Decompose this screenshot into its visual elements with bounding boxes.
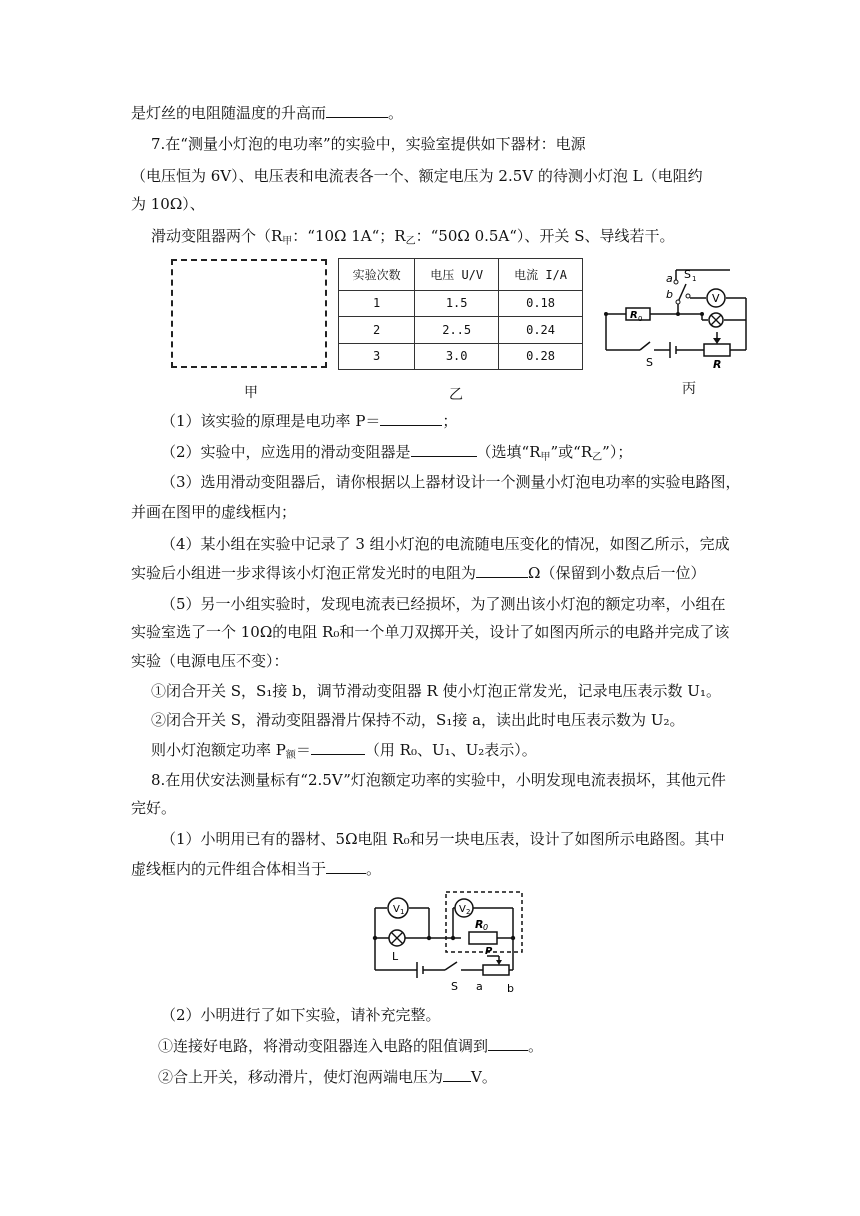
text: 虚线框内的元件组合体相当于 xyxy=(131,860,327,878)
terminal-b-label: b xyxy=(507,982,514,994)
answer-blank[interactable] xyxy=(311,739,365,755)
header-current: 电流 I/A xyxy=(499,259,583,291)
subscript: 甲 xyxy=(540,452,551,463)
text: ； xyxy=(442,412,458,430)
text: ①连接好电路，将滑动变阻器连入电路的阻值调到 xyxy=(158,1037,489,1055)
v1-label: V xyxy=(393,904,400,915)
rheostat xyxy=(483,965,509,975)
text: 实验后小组进一步求得该小灯泡正常发光时的电阻为 xyxy=(131,564,477,582)
figure-jia-drawing-box[interactable] xyxy=(171,259,327,368)
q7-part-5-step-3 xyxy=(151,739,537,766)
q7-part-5-line-3: 实验（电源电压不变）： xyxy=(131,652,289,670)
text: 滑动变阻器两个（R xyxy=(151,227,283,245)
figure-bing-caption: 丙 xyxy=(682,381,696,397)
cell: 0.24 xyxy=(499,317,583,343)
text: V。 xyxy=(471,1068,497,1086)
v1-subscript: 1 xyxy=(400,908,405,916)
text: ：“10Ω 1A“；R xyxy=(292,227,406,245)
r0-resistor xyxy=(469,932,497,944)
terminal-a-label: a xyxy=(476,980,483,993)
q7-part-3-line-2: 并画在图甲的虚线框内； xyxy=(131,503,297,521)
text: 。 xyxy=(366,860,382,878)
answer-blank[interactable] xyxy=(488,1035,528,1051)
q7-part-5-line-2: 实验室选了一个 10Ω的电阻 R₀和一个单刀双掷开关，设计了如图丙所示的电路并完成了该 xyxy=(131,623,730,641)
subscript: 额 xyxy=(285,750,296,761)
q7-part-1 xyxy=(161,410,457,431)
q7-stem-line-3: 为 10Ω）、 xyxy=(131,195,205,213)
r0-label: R xyxy=(475,918,484,931)
text: （1）该实验的原理是电功率 P＝ xyxy=(161,412,381,430)
answer-blank[interactable] xyxy=(380,410,442,426)
cell: 0.28 xyxy=(499,343,583,369)
answer-blank[interactable] xyxy=(326,858,366,874)
slider-label: P xyxy=(485,946,493,957)
q7-stem-line-1: 7.在“测量小灯泡的电功率”的实验中，实验室提供如下器材：电源 xyxy=(151,135,586,153)
q7-part-3-line-1: （3）选用滑动变阻器后，请你根据以上器材设计一个测量小灯泡电功率的实验电路图， xyxy=(161,473,741,491)
s-label: S xyxy=(646,356,653,369)
s-switch-blade xyxy=(445,962,457,970)
switch-label: S xyxy=(451,980,458,993)
text: 。 xyxy=(388,104,404,122)
s1-subscript: 1 xyxy=(692,275,697,283)
v2-subscript: 2 xyxy=(466,908,471,916)
figure-bing-circuit xyxy=(600,262,760,392)
q7-part-5-step-1: ①闭合开关 S，S₁接 b，调节滑动变阻器 R 使小灯泡正常发光，记录电压表示数 U₁。 xyxy=(151,682,721,700)
answer-blank[interactable] xyxy=(476,562,528,578)
cell: 2..5 xyxy=(415,317,499,343)
header-trial: 实验次数 xyxy=(339,259,415,291)
cell: 1.5 xyxy=(415,290,499,316)
text: （用 R₀、U₁、U₂表示）。 xyxy=(364,741,537,759)
q7-stem-line-4 xyxy=(151,226,674,252)
text: 是灯丝的电阻随温度的升高而 xyxy=(131,104,327,122)
rheostat-label: R xyxy=(713,358,722,371)
r0-label: R xyxy=(630,310,638,321)
terminal-b-label: b xyxy=(666,288,673,301)
answer-blank[interactable] xyxy=(326,102,388,118)
s1-switch-blade xyxy=(678,284,686,302)
figure-jia-caption: 甲 xyxy=(244,385,258,401)
q8-stem-line-1: 8.在用伏安法测量标有“2.5V”灯泡额定功率的实验中，小明发现电流表损坏，其他元件 xyxy=(151,771,726,789)
subscript: 乙 xyxy=(592,452,603,463)
figure-yi-table xyxy=(338,258,583,370)
q8-part-1-line-1: （1）小明用已有的器材、5Ω电阻 R₀和另一块电压表，设计了如图所示电路图。其中 xyxy=(161,830,725,848)
lamp-label: L xyxy=(392,950,399,963)
q8-part-1-line-2 xyxy=(131,858,381,879)
q8-circuit xyxy=(365,888,525,994)
cell: 2 xyxy=(339,317,415,343)
table-row xyxy=(339,317,583,343)
text: （选填“R xyxy=(476,443,541,461)
cell: 3.0 xyxy=(415,343,499,369)
text: （2）实验中，应选用的滑动变阻器是 xyxy=(161,443,411,461)
r0-subscript: 0 xyxy=(638,315,643,323)
text: ：“50Ω 0.5A“）、开关 S、导线若干。 xyxy=(415,227,675,245)
q7-part-4-line-2 xyxy=(131,562,705,583)
voltmeter-label: V xyxy=(712,292,720,305)
prev-question-tail xyxy=(131,102,403,123)
q8-stem-line-2: 完好。 xyxy=(131,799,177,817)
subscript: 乙 xyxy=(405,236,416,247)
subscript: 甲 xyxy=(282,236,293,247)
v2-label: V xyxy=(459,904,466,915)
r0-subscript: 0 xyxy=(483,923,489,932)
q8-step-1 xyxy=(158,1035,543,1056)
q8-step-2 xyxy=(158,1066,497,1087)
text: ＝ xyxy=(295,741,311,759)
text: ”）； xyxy=(602,443,633,461)
table-row xyxy=(339,343,583,369)
text: 。 xyxy=(528,1037,544,1055)
figure-yi-caption: 乙 xyxy=(449,387,463,403)
text: ”或“R xyxy=(550,443,593,461)
q7-part-2 xyxy=(161,441,632,468)
table-header-row xyxy=(339,259,583,291)
text: Ω（保留到小数点后一位） xyxy=(528,564,706,582)
rheostat-slider-arrow xyxy=(713,338,721,344)
q7-part-5-line-1: （5）另一小组实验时，发现电流表已经损坏，为了测出该小灯泡的额定功率，小组在 xyxy=(161,595,726,613)
answer-blank[interactable] xyxy=(411,441,477,457)
q7-part-5-step-2: ②闭合开关 S，滑动变阻器滑片保持不动，S₁接 a，读出此时电压表示数为 U₂。 xyxy=(151,711,685,729)
q8-part-2: （2）小明进行了如下实验，请补充完整。 xyxy=(161,1006,441,1024)
q7-part-4-line-1: （4）某小组在实验中记录了 3 组小灯泡的电流随电压变化的情况，如图乙所示，完成 xyxy=(161,535,730,553)
text: 则小灯泡额定功率 P xyxy=(151,741,286,759)
q7-stem-line-2: （电压恒为 6V）、电压表和电流表各一个、额定电压为 2.5V 的待测小灯泡 L（电阻约 xyxy=(131,167,703,185)
cell: 0.18 xyxy=(499,290,583,316)
terminal-a-label: a xyxy=(666,272,673,285)
answer-blank[interactable] xyxy=(443,1066,471,1082)
table-row xyxy=(339,290,583,316)
rheostat xyxy=(704,344,730,356)
header-voltage: 电压 U/V xyxy=(415,259,499,291)
cell: 3 xyxy=(339,343,415,369)
cell: 1 xyxy=(339,290,415,316)
s-switch-blade xyxy=(640,342,650,350)
text: ②合上开关，移动滑片，使灯泡两端电压为 xyxy=(158,1068,444,1086)
s1-label: S xyxy=(684,268,691,281)
